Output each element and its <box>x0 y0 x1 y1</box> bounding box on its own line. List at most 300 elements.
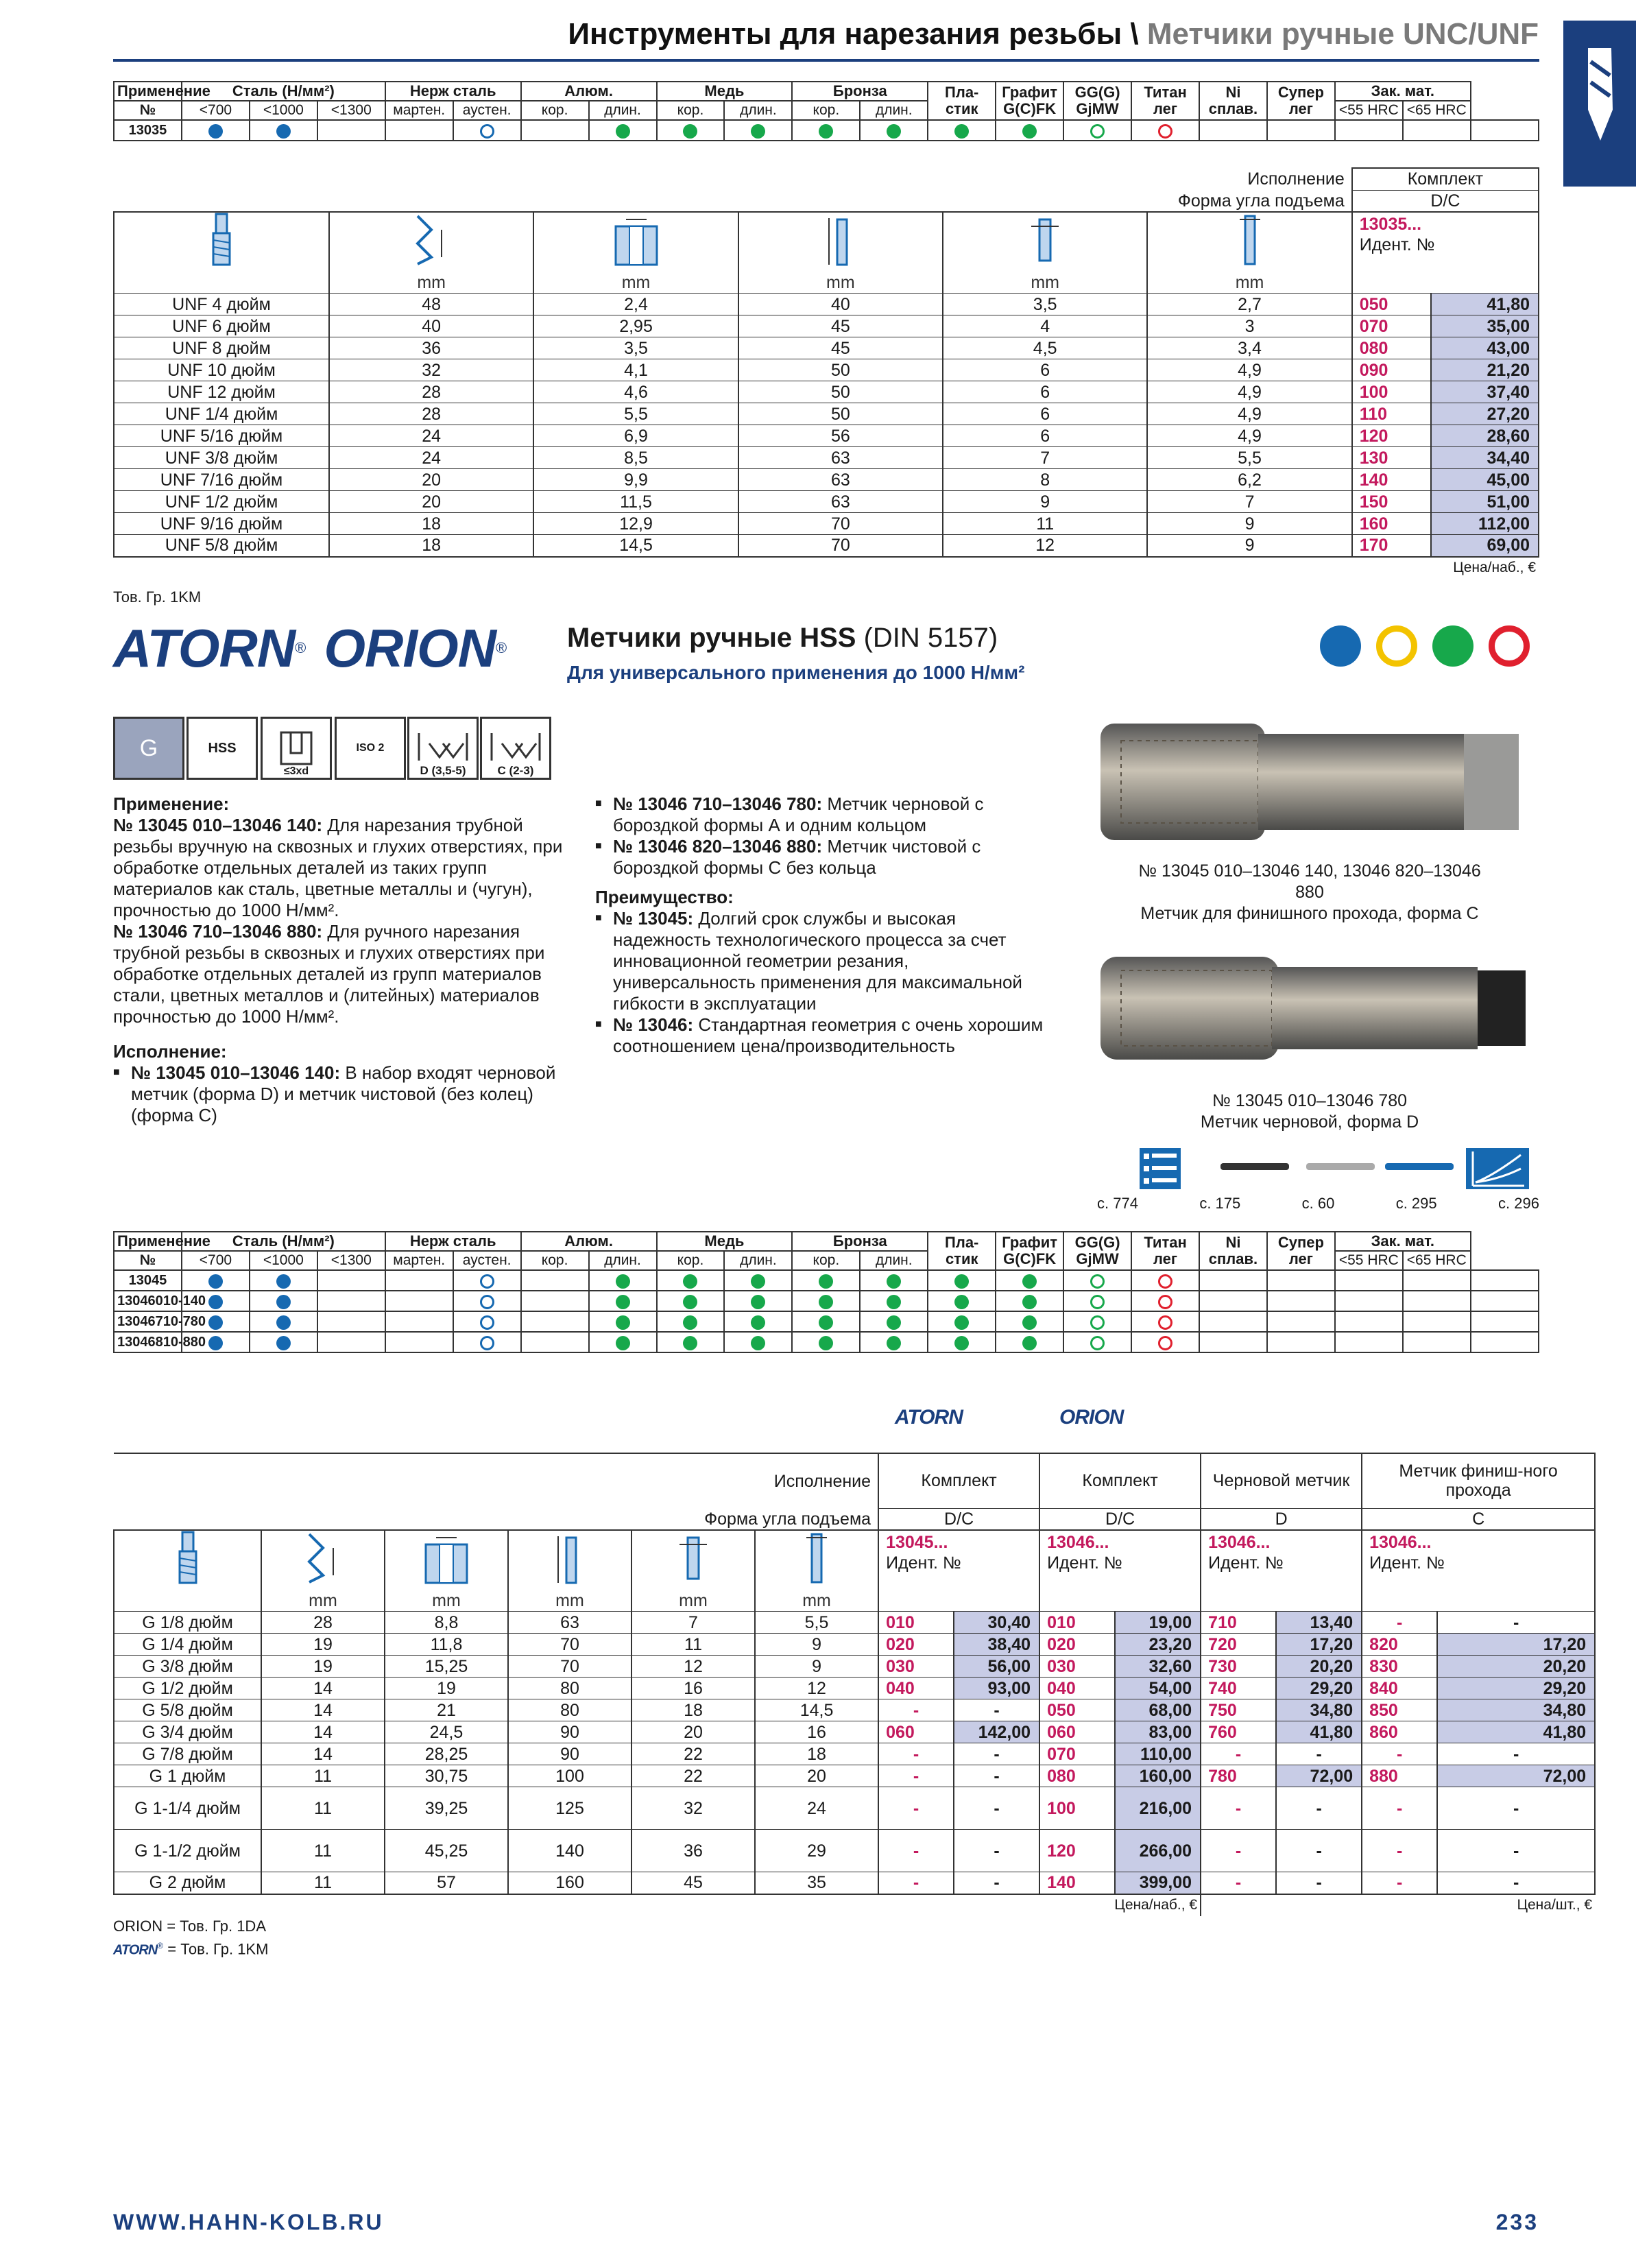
unf-cell: 140 <box>1352 469 1431 491</box>
unf-cell: UNF 7/16 дюйм <box>114 469 329 491</box>
unf-cell: 41,80 <box>1431 294 1539 315</box>
mat-hdr-long: длин. <box>875 1252 913 1268</box>
g-cell: 14 <box>261 1678 385 1699</box>
unf-helix-label: Форма угла подъема <box>1177 191 1345 211</box>
g-cell: 11 <box>261 1872 385 1894</box>
unf-cell: 4,9 <box>1147 381 1351 403</box>
g-cell: - <box>1437 1787 1595 1830</box>
g-cell: 830 <box>1362 1656 1437 1678</box>
mat-cell <box>792 1270 860 1291</box>
g-finish-label: Метчик финиш-ного прохода <box>1362 1453 1595 1508</box>
mat-cell <box>1267 1311 1335 1332</box>
g-cell: 39,25 <box>385 1787 508 1830</box>
unf-cell: 20 <box>329 469 533 491</box>
unf-icon-cell <box>114 212 329 294</box>
mat-cell <box>928 1291 996 1311</box>
g-cell: 14 <box>261 1699 385 1721</box>
table-row <box>114 535 1539 557</box>
mat-subhdr <box>521 1251 589 1270</box>
c2a-code: № 13046 710–13046 780: <box>613 793 823 814</box>
mat-cell <box>860 1291 928 1311</box>
mat-cell <box>860 1332 928 1352</box>
g-cell: 216,00 <box>1115 1787 1201 1830</box>
filled-dot-icon <box>683 124 697 139</box>
mat-hdr-graphite: Графит G(C)FK <box>1002 84 1058 117</box>
footnote-atorn-logo: ATORN <box>113 1942 158 1958</box>
tap-thumb-1-icon[interactable] <box>1220 1163 1289 1170</box>
mat-hdr-super: Супер лег <box>1277 84 1324 117</box>
g-cell: 14 <box>261 1743 385 1765</box>
unf-cell: UNF 10 дюйм <box>114 359 329 381</box>
table-row <box>114 1743 1595 1765</box>
adv1-code: № 13045: <box>613 908 694 929</box>
mat-cell <box>1199 120 1267 141</box>
atorn-col-logo-text: ATORN <box>895 1406 963 1429</box>
g-cell: 030 <box>878 1656 954 1678</box>
unf-cell: 20 <box>329 491 533 513</box>
mat-cell <box>860 1270 928 1291</box>
mat-hdr-st2: аустен. <box>462 1252 512 1268</box>
mat-subhdr <box>385 101 453 120</box>
mat-cell <box>1335 120 1403 141</box>
g-cell: 160 <box>508 1872 631 1894</box>
g-cell: 850 <box>1362 1699 1437 1721</box>
g-icon-cell <box>261 1530 385 1612</box>
footnote-orion: ORION = Тов. Гр. 1DA <box>113 1918 266 1935</box>
unf-cell: 28 <box>329 403 533 425</box>
page-ref-5[interactable]: с. 296 <box>1498 1195 1539 1212</box>
mat-cell <box>1335 1332 1403 1352</box>
unf-cell: 3,5 <box>533 337 738 359</box>
g-cell: 57 <box>385 1872 508 1894</box>
filled-dot-icon <box>954 1295 969 1309</box>
unf-cell: 6 <box>943 381 1147 403</box>
mat-hdr-alu: Алюм. <box>564 1232 613 1250</box>
g-ident-head <box>1362 1530 1595 1612</box>
unf-cell: 9,9 <box>533 469 738 491</box>
unf-kit-label: Комплект <box>1352 168 1539 190</box>
info-chart-icon[interactable] <box>1466 1148 1529 1189</box>
mat-hdr <box>1199 82 1267 120</box>
filled-dot-icon <box>887 124 901 139</box>
mat-hdr-copper: Медь <box>704 1232 745 1250</box>
filled-dot-icon <box>751 1336 765 1350</box>
unf-cell: 070 <box>1352 315 1431 337</box>
hole-icon <box>422 1531 470 1586</box>
mat-hdr-copper: Медь <box>704 82 745 99</box>
g-cell: 14,5 <box>755 1699 878 1721</box>
g-cell: 34,80 <box>1437 1699 1595 1721</box>
mat-cell <box>453 1311 521 1332</box>
g-cell: - <box>1362 1743 1437 1765</box>
filled-dot-icon <box>954 1274 969 1289</box>
g-cell: 060 <box>1039 1721 1115 1743</box>
adv2-code: № 13046: <box>613 1014 694 1035</box>
mat-cell <box>996 1311 1063 1332</box>
page-ref-4[interactable]: с. 295 <box>1395 1195 1437 1212</box>
g-cell: 35 <box>755 1872 878 1894</box>
mat-hdr-s1: <700 <box>199 1252 232 1268</box>
g-cell: 19 <box>261 1656 385 1678</box>
mat-row-no: 13035 <box>114 120 182 141</box>
table-row <box>114 315 1539 337</box>
unf-cell: 110 <box>1352 403 1431 425</box>
g-cell: 160,00 <box>1115 1765 1201 1787</box>
mat-subhdr <box>182 101 250 120</box>
mat-hdr-gg: GG(G) GjMW <box>1074 84 1120 117</box>
mat-hdr <box>996 82 1063 120</box>
table-row <box>114 1765 1595 1787</box>
unf-cell: 4,6 <box>533 381 738 403</box>
g-cell: 36 <box>631 1830 755 1872</box>
g-cell: 23,20 <box>1115 1634 1201 1656</box>
g-cell: - <box>1201 1787 1276 1830</box>
mat-cell <box>1199 1270 1267 1291</box>
g-cell: 11 <box>631 1634 755 1656</box>
g-cell: - <box>954 1743 1039 1765</box>
orion-col-logo <box>1059 1406 1123 1429</box>
badge-depth <box>261 717 332 780</box>
material-dots <box>1320 625 1530 667</box>
rough-tap-caption <box>1080 1090 1539 1133</box>
mat-cell <box>521 120 589 141</box>
mat-cell <box>182 120 250 141</box>
unf-cell: 27,20 <box>1431 403 1539 425</box>
g-cell: 17,20 <box>1437 1634 1595 1656</box>
g-cell: 54,00 <box>1115 1678 1201 1699</box>
mat-cell <box>317 1270 385 1291</box>
ring-dot-icon <box>1090 1315 1105 1330</box>
filled-dot-icon <box>276 1295 291 1309</box>
mat-cell <box>521 1291 589 1311</box>
orion-logo: ORION <box>324 617 496 678</box>
unf-icon-cell <box>943 212 1147 294</box>
mat-cell <box>385 1311 453 1332</box>
g-cell: 040 <box>878 1678 954 1699</box>
g-cell: 22 <box>631 1765 755 1787</box>
header-rule <box>113 59 1539 62</box>
unf-cell: 2,7 <box>1147 294 1351 315</box>
mat-hdr <box>1131 1232 1199 1270</box>
filled-dot-icon <box>683 1336 697 1350</box>
g-footer-2: Цена/шт., € <box>1201 1894 1595 1916</box>
mat-subhdr <box>1335 1251 1403 1270</box>
mat-hdr-s3: <1300 <box>330 1252 372 1268</box>
mat-hdr-h2: <65 HRC <box>1406 102 1467 118</box>
mat-cell <box>589 1291 657 1311</box>
mat-cell <box>928 1270 996 1291</box>
mat-hdr-hard: Зак. мат. <box>1371 1232 1435 1250</box>
page-ref-2[interactable]: с. 175 <box>1199 1195 1241 1212</box>
mat-hdr-h2: <65 HRC <box>1406 1252 1467 1268</box>
mat-subhdr <box>317 101 385 120</box>
mat-cell <box>860 120 928 141</box>
g-cell: - <box>1362 1787 1437 1830</box>
unf-cell: 14,5 <box>533 535 738 557</box>
mat-hdr-long: длин. <box>740 1252 777 1268</box>
g-cell: 070 <box>1039 1743 1115 1765</box>
mat-cell <box>1063 1332 1131 1352</box>
unf-cell: 112,00 <box>1431 513 1539 535</box>
unf-cell: 11 <box>943 513 1147 535</box>
footer-url[interactable]: WWW.HAHN-KOLB.RU <box>113 2210 384 2234</box>
g-cell: 45 <box>631 1872 755 1894</box>
tap-thumb-3-icon[interactable] <box>1385 1163 1454 1170</box>
g-cell: 110,00 <box>1115 1743 1201 1765</box>
mat-cell <box>1335 1311 1403 1332</box>
footnote-atorn-reg: ® <box>157 1941 164 1950</box>
unf-cell: 11,5 <box>533 491 738 513</box>
g-ident-head <box>1201 1530 1362 1612</box>
g-cell: 030 <box>1039 1656 1115 1678</box>
ring-dot-icon <box>1090 1274 1105 1289</box>
mat-subhdr <box>792 1251 860 1270</box>
g-cell: 24,5 <box>385 1721 508 1743</box>
filled-dot-icon <box>819 1315 833 1330</box>
mat-cell <box>385 1291 453 1311</box>
filled-dot-icon <box>1022 124 1037 139</box>
unf-cell: 35,00 <box>1431 315 1539 337</box>
app2-text: Для ручного нарезания трубной резьбы в сквозных и глухих отверстиях при обработке отдельных деталей из групп материалов стали, цветных металлов и (литейных) материалов прочностью до 1000 Н/мм². <box>113 921 545 1027</box>
table-row <box>114 1634 1595 1656</box>
tap-icon <box>208 213 235 267</box>
mat-hdr-short: кор. <box>541 102 568 118</box>
unf-cell: UNF 6 дюйм <box>114 315 329 337</box>
filled-dot-icon <box>1022 1274 1037 1289</box>
product-title-text: Метчики ручные HSS <box>567 623 856 653</box>
drill-icon <box>1563 21 1636 187</box>
g-cell: 760 <box>1201 1721 1276 1743</box>
g-cell: G 1-1/4 дюйм <box>114 1787 261 1830</box>
unf-cell: 8,5 <box>533 447 738 469</box>
page-ref-1[interactable]: с. 774 <box>1097 1195 1138 1212</box>
info-list-icon[interactable] <box>1140 1148 1181 1189</box>
mat-cell <box>1131 1291 1199 1311</box>
mat-cell <box>453 120 521 141</box>
g-cell: 20 <box>631 1721 755 1743</box>
app1-code: № 13045 010–13046 140: <box>113 815 323 835</box>
g-cell: G 1/4 дюйм <box>114 1634 261 1656</box>
mat-hdr-short: кор. <box>677 102 704 118</box>
mat-cell <box>1471 1270 1539 1291</box>
adv-heading: Преимущество: <box>595 887 734 907</box>
g-ident-code: 13046... <box>1047 1533 1109 1552</box>
mat-subhdr <box>521 101 589 120</box>
ring-dot-icon <box>1158 1336 1172 1350</box>
unf-cell: 120 <box>1352 425 1431 447</box>
g-cell: 11,8 <box>385 1634 508 1656</box>
badge-g <box>113 717 184 780</box>
mat-hdr-short: кор. <box>541 1252 568 1268</box>
badge-form-c <box>480 717 551 780</box>
g-cell: 020 <box>878 1634 954 1656</box>
filled-dot-icon <box>276 1274 291 1289</box>
length-icon <box>823 213 858 267</box>
mat-row-no: 13046810-880 <box>114 1332 182 1352</box>
c2b-code: № 13046 820–13046 880: <box>613 836 823 857</box>
mat-cell <box>928 120 996 141</box>
material-table-top <box>113 81 1539 141</box>
table-row <box>114 1612 1595 1634</box>
unf-cell: 5,5 <box>533 403 738 425</box>
unf-cell: 4 <box>943 315 1147 337</box>
header-sep: \ <box>1130 17 1139 51</box>
pitch-icon <box>411 213 452 267</box>
mat-hdr <box>1335 1232 1471 1251</box>
g-cell: 29,20 <box>1276 1678 1362 1699</box>
badge-form-d <box>407 717 479 780</box>
g-cell: 120 <box>1039 1830 1115 1872</box>
unf-cell: 70 <box>738 513 943 535</box>
g-mm-label: mm <box>802 1591 831 1610</box>
mat-cell <box>1131 120 1199 141</box>
g-cell: 710 <box>1201 1612 1276 1634</box>
filled-dot-icon <box>683 1295 697 1309</box>
tap-thumb-2-icon[interactable] <box>1306 1163 1375 1170</box>
g-cell: 70 <box>508 1634 631 1656</box>
g-icon-cell <box>631 1530 755 1612</box>
mat-cell <box>1267 1332 1335 1352</box>
filled-dot-icon <box>208 1315 223 1330</box>
g-cell: 9 <box>755 1634 878 1656</box>
mat-subhdr <box>860 1251 928 1270</box>
g-cell: - <box>954 1699 1039 1721</box>
mat-cell <box>724 1311 792 1332</box>
mat-hdr-steel: Сталь (Н/мм²) <box>232 82 335 99</box>
app-heading: Применение: <box>113 793 230 814</box>
photo1-line3: Метчик для финишного прохода, форма С <box>1140 904 1479 923</box>
unf-cell: 18 <box>329 513 533 535</box>
g-cell: 730 <box>1201 1656 1276 1678</box>
g-cell: 140 <box>508 1830 631 1872</box>
mat-cell <box>860 1311 928 1332</box>
blue-dot-icon <box>1320 625 1361 667</box>
g-cell: - <box>954 1765 1039 1787</box>
table-row <box>114 513 1539 535</box>
page-ref-3[interactable]: с. 60 <box>1301 1195 1335 1212</box>
mat-cell <box>1131 1311 1199 1332</box>
mat-hdr-plastic: Пла-стик <box>945 84 979 117</box>
g-cell: 19,00 <box>1115 1612 1201 1634</box>
pitch-icon <box>302 1531 344 1586</box>
unf-cell: 28,60 <box>1431 425 1539 447</box>
mat-cell <box>657 1291 725 1311</box>
g-cell: 040 <box>1039 1678 1115 1699</box>
unf-cell: 9 <box>943 491 1147 513</box>
mat-subhdr <box>453 101 521 120</box>
mat-subhdr <box>453 1251 521 1270</box>
table-row <box>114 337 1539 359</box>
mat-hdr-stainless: Нерж сталь <box>409 1232 496 1250</box>
unf-cell: 3,5 <box>943 294 1147 315</box>
mat-hdr-no: № <box>139 1252 156 1268</box>
mat-hdr-s2: <1000 <box>263 1252 304 1268</box>
g-cell: 38,40 <box>954 1634 1039 1656</box>
ring-dot-icon <box>480 124 494 139</box>
filled-dot-icon <box>208 1295 223 1309</box>
table-row <box>114 1721 1595 1743</box>
mat-hdr-gg: GG(G) GjMW <box>1074 1234 1120 1267</box>
unf-dc: D/C <box>1352 190 1539 212</box>
unf-cell: 4,1 <box>533 359 738 381</box>
g-cell: 28,25 <box>385 1743 508 1765</box>
filled-dot-icon <box>819 1274 833 1289</box>
g-cell: 21 <box>385 1699 508 1721</box>
g-cell: G 1/8 дюйм <box>114 1612 261 1634</box>
mat-subhdr <box>317 1251 385 1270</box>
unf-cell: UNF 4 дюйм <box>114 294 329 315</box>
mat-cell <box>385 120 453 141</box>
mat-hdr-long: длин. <box>604 1252 641 1268</box>
unf-cell: 6,9 <box>533 425 738 447</box>
filled-dot-icon <box>616 124 630 139</box>
g-cell: 140 <box>1039 1872 1115 1894</box>
mat-subhdr <box>1403 1251 1471 1270</box>
mat-cell <box>589 1270 657 1291</box>
mat-hdr <box>1063 82 1131 120</box>
mat-hdr-alu: Алюм. <box>564 82 613 99</box>
mat-cell <box>317 120 385 141</box>
g-cell: G 2 дюйм <box>114 1872 261 1894</box>
unf-cell: 40 <box>329 315 533 337</box>
mat-hdr-application: Применение <box>117 1232 210 1250</box>
unf-cell: UNF 1/2 дюйм <box>114 491 329 513</box>
mat-cell <box>657 1270 725 1291</box>
material-table-mid <box>113 1231 1539 1353</box>
g-cell: 16 <box>755 1721 878 1743</box>
mat-hdr <box>928 82 996 120</box>
mat-cell <box>317 1311 385 1332</box>
ring-dot-icon <box>1158 1274 1172 1289</box>
mat-cell <box>317 1332 385 1352</box>
mat-subhdr <box>657 101 725 120</box>
mat-hdr-titan: Титан лег <box>1144 1234 1187 1267</box>
mat-subhdr <box>860 101 928 120</box>
adv-item-2 <box>595 1014 1055 1057</box>
exec-item <box>113 1062 569 1126</box>
orion-reg: ® <box>496 639 507 656</box>
mat-cell <box>928 1332 996 1352</box>
mat-hdr-application: Применение <box>117 82 210 99</box>
g-kit-orion: Комплект <box>1039 1453 1201 1508</box>
page-refs <box>1097 1195 1539 1213</box>
g-cell: - <box>1362 1612 1437 1634</box>
filled-dot-icon <box>751 1315 765 1330</box>
photo2-line2: Метчик черновой, форма D <box>1200 1112 1419 1132</box>
mat-cell <box>1267 1291 1335 1311</box>
header-title: Инструменты для нарезания резьбы <box>568 17 1122 51</box>
g-cell: - <box>1437 1872 1595 1894</box>
filled-dot-icon <box>208 124 223 139</box>
length-icon <box>553 1531 587 1586</box>
ring-dot-icon <box>1090 1295 1105 1309</box>
g-cell: 15,25 <box>385 1656 508 1678</box>
g-cell: 19 <box>385 1678 508 1699</box>
g-cell: 68,00 <box>1115 1699 1201 1721</box>
g-cell: 72,00 <box>1437 1765 1595 1787</box>
mat-hdr <box>996 1232 1063 1270</box>
filled-dot-icon <box>1022 1315 1037 1330</box>
unf-exec-label: Исполнение <box>1247 169 1345 189</box>
g-dc-2: D/C <box>1039 1508 1201 1530</box>
filled-dot-icon <box>276 124 291 139</box>
g-icon-cell <box>385 1530 508 1612</box>
g-ident-label: Идент. № <box>886 1553 961 1573</box>
unf-cell: 40 <box>738 294 943 315</box>
tov-gr-label: Тов. Гр. 1KM <box>113 588 202 606</box>
g-mm-label: mm <box>555 1591 584 1610</box>
g-cell: 050 <box>1039 1699 1115 1721</box>
